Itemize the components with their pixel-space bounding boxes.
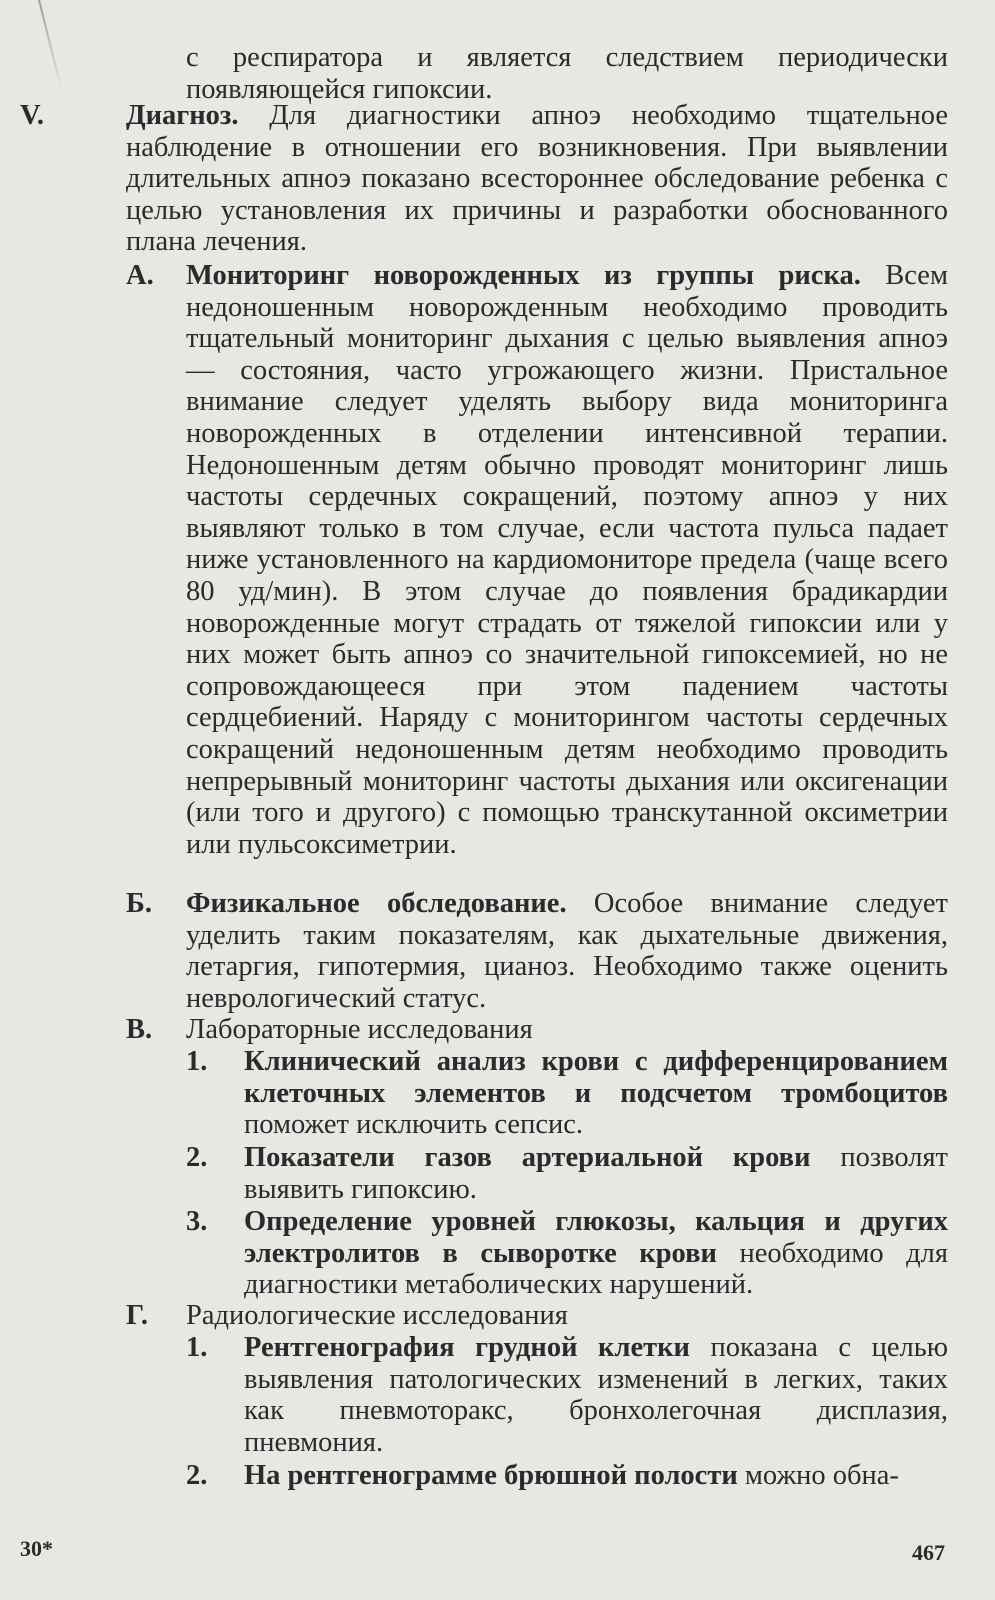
item-b-marker: Б. (126, 888, 152, 919)
intro-text: с респиратора и является следствием периодически появляющейся гипоксии. (186, 42, 948, 105)
item-g-sub-2-title: На рентгенограмме брюшной полости (244, 1460, 738, 1491)
item-v-sub-2-marker: 2. (186, 1142, 208, 1173)
item-g-sub-1-title: Рентгенография грудной клетки (244, 1332, 690, 1363)
section-v-title: Диагноз. (126, 100, 239, 131)
item-g-sub-1-paragraph (244, 1332, 948, 1458)
item-g-sub-2-paragraph (244, 1460, 948, 1492)
item-v-sub-3-marker: 3. (186, 1206, 208, 1237)
item-v-sub-3-paragraph (244, 1206, 948, 1301)
item-b-paragraph (186, 888, 948, 1014)
item-v-marker: В. (126, 1014, 153, 1045)
item-v-sub-3-text: необходимо для диагностики метаболических нарушений. (244, 1237, 948, 1301)
item-g-heading: Радиологические исследования (186, 1300, 568, 1331)
item-a-marker: А. (126, 260, 154, 291)
item-g-marker: Г. (126, 1300, 149, 1331)
item-v-sub-3-title: Определение уровней глюкозы, кальция и других электролитов в сыворотке крови (244, 1206, 948, 1269)
signature-mark: 30* (20, 1536, 53, 1561)
item-g-sub-2-marker: 2. (186, 1460, 208, 1491)
item-b-title: Физикальное обследование. (186, 888, 567, 919)
item-a-paragraph (186, 260, 948, 860)
section-v-paragraph (126, 100, 948, 258)
item-v-heading: Лабораторные исследования (186, 1014, 533, 1045)
item-v-sub-2-text: позволят выявить гипоксию. (244, 1142, 949, 1205)
item-v-sub-1-paragraph (244, 1046, 948, 1141)
item-v-sub-1-text: поможет исключить сепсис. (244, 1109, 583, 1141)
item-g-sub-2-text: можно обна- (737, 1460, 899, 1491)
section-v-text: Для диагностики апноэ необходимо тщательное наблюдение в отношении его возникновения. При выявлении длительных апноэ показано всестороннее обследование ребенка с целью установления их причины и разработки обоснованного плана лечения. (126, 100, 948, 258)
section-v-marker: V. (20, 100, 45, 131)
page-number: 467 (912, 1540, 945, 1565)
item-b-text: Особое внимание следует уделить таким показателям, как дыхательные движения, летаргия, гипотермия, цианоз. Необходимо также оценить неврологический статус. (186, 888, 948, 1014)
item-v-sub-2-paragraph (244, 1142, 948, 1205)
item-v-sub-1-marker: 1. (186, 1046, 208, 1077)
intro-paragraph (186, 42, 948, 105)
item-v-sub-1-title: Клинический анализ крови с дифференцированием клеточных элементов и подсчетом тромбоцитов (244, 1046, 948, 1109)
item-a-title: Мониторинг новорожденных из группы риска. (186, 260, 861, 291)
item-v-sub-2-title: Показатели газов артериальной крови (244, 1142, 811, 1173)
item-g-sub-1-marker: 1. (186, 1332, 208, 1363)
item-a-text: Всем недоношенным новорожденным необходимо проводить тщательный мониторинг дыхания с целью выявления апноэ — состояния, часто угрожающего жизни. Пристальное внимание следует уделять выбору вида мониторинга новорожденных в отделении интенсивной терапии. Недоношенным детям обычно проводят мониторинг лишь частоты сердечных сокращений, поэтому апноэ у них выявляют только в том случае, если частота пульса падает ниже установленного на кардиомониторе предела (чаще всего 80 уд/мин). В этом случае до появления брадикардии новорожденные могут страдать от тяжелой гипоксии или у них может быть апноэ со значительной гипоксемией, но не сопровождающееся при этом падением частоты сердцебиений. Наряду с мониторингом частоты сердечных сокращений недоношенным детям необходимо проводить непрерывный мониторинг частоты дыхания или оксигенации (или того и другого) с помощью транскутанной оксиметрии или пульсоксиметрии. (186, 260, 948, 860)
item-g-sub-1-text: показана с целью выявления патологических изменений в легких, таких как пневмоторакс, бронхолегочная дисплазия, пневмония. (244, 1332, 948, 1458)
